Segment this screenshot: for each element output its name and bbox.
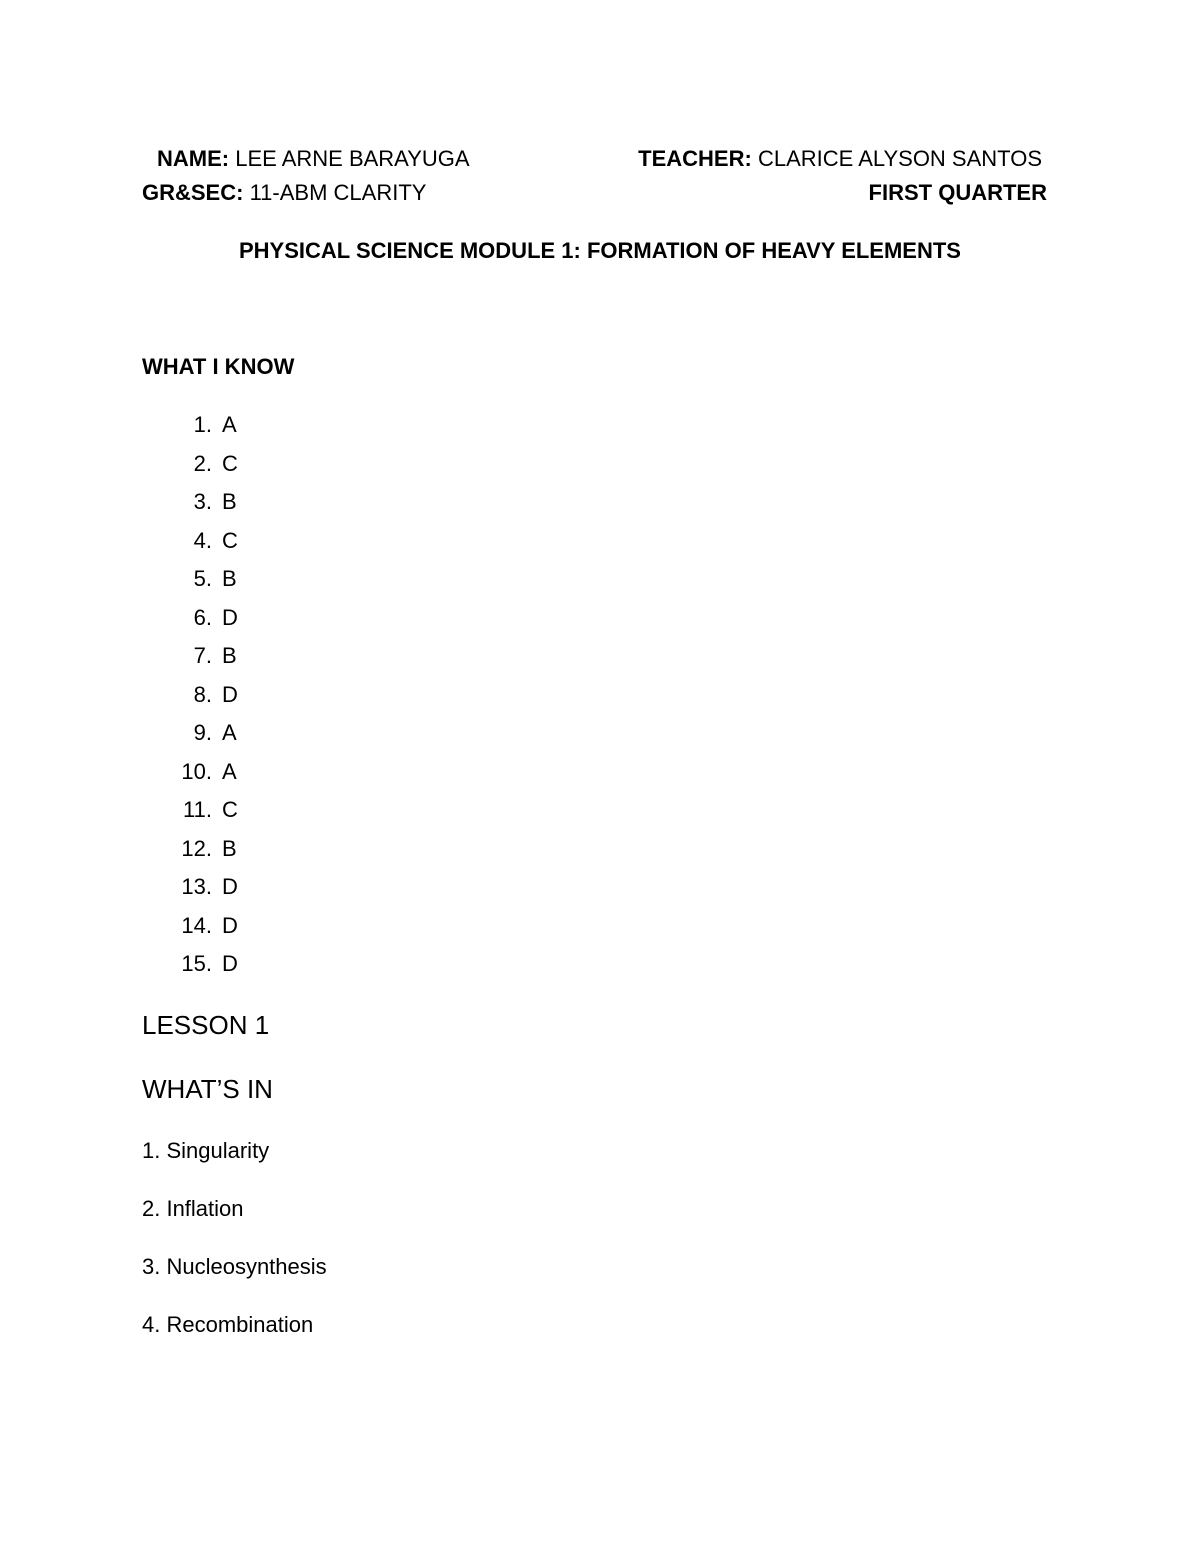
what-i-know-answers xyxy=(142,410,238,988)
answer-number: 3. xyxy=(193,489,212,514)
answer-number: 8. xyxy=(193,681,212,707)
answer-letter: D xyxy=(222,874,238,899)
answer-item xyxy=(142,603,238,642)
answer-item xyxy=(142,487,238,526)
answer-number: 13. xyxy=(181,874,212,899)
name-value: LEE ARNE BARAYUGA xyxy=(229,146,470,171)
answer-item xyxy=(142,449,238,488)
answer-item xyxy=(142,680,238,719)
answer-item xyxy=(142,641,238,680)
answer-letter: C xyxy=(222,527,238,553)
whats-in-list xyxy=(142,1136,327,1368)
answer-letter: D xyxy=(222,951,238,976)
what-i-know-heading: WHAT I KNOW xyxy=(142,354,295,379)
answer-letter: A xyxy=(222,412,237,437)
teacher-label: TEACHER: xyxy=(638,146,752,171)
answer-letter: A xyxy=(222,720,237,745)
lesson-heading: LESSON 1 xyxy=(142,1010,270,1040)
teacher-value: CLARICE ALYSON SANTOS xyxy=(751,146,1042,171)
answer-item xyxy=(142,795,238,834)
answer-item xyxy=(142,410,238,449)
answer-number: 12. xyxy=(181,835,212,861)
whats-in-item: 4. Recombination xyxy=(142,1312,314,1337)
name-line xyxy=(157,146,470,172)
answer-number: 15. xyxy=(181,951,212,976)
answer-number: 2. xyxy=(193,450,212,476)
answer-item xyxy=(142,872,238,911)
whats-in-item: 3. Nucleosynthesis xyxy=(142,1254,327,1279)
answer-number: 14. xyxy=(181,912,212,938)
answer-item xyxy=(142,718,238,757)
answer-letter: D xyxy=(222,604,238,630)
whats-in-heading: WHAT’S IN xyxy=(142,1074,273,1104)
answer-letter: D xyxy=(222,912,238,938)
grsec-label: GR&SEC: xyxy=(142,180,244,205)
grsec-line xyxy=(142,180,426,206)
answer-letter: A xyxy=(222,758,237,784)
answer-number: 4. xyxy=(193,527,212,553)
answer-letter: B xyxy=(222,566,237,591)
answer-item xyxy=(142,757,238,796)
answer-number: 1. xyxy=(193,412,212,437)
answer-letter: B xyxy=(222,489,237,514)
answer-item xyxy=(142,911,238,950)
answer-item xyxy=(142,949,238,988)
name-label: NAME: xyxy=(157,146,230,171)
answer-number: 10. xyxy=(181,758,212,784)
grsec-value: 11-ABM CLARITY xyxy=(243,180,427,205)
answer-letter: C xyxy=(222,450,238,476)
answer-item xyxy=(142,564,238,603)
answer-number: 7. xyxy=(193,643,212,668)
quarter-label: FIRST QUARTER xyxy=(868,180,1047,205)
answer-item xyxy=(142,834,238,873)
whats-in-item: 2. Inflation xyxy=(142,1196,244,1221)
answer-number: 9. xyxy=(193,720,212,745)
answer-item xyxy=(142,526,238,565)
whats-in-item: 1. Singularity xyxy=(142,1138,270,1163)
answer-letter: D xyxy=(222,681,238,707)
answer-number: 5. xyxy=(193,566,212,591)
answer-letter: B xyxy=(222,835,237,861)
teacher-line xyxy=(638,146,1042,172)
answer-letter: B xyxy=(222,643,237,668)
answer-letter: C xyxy=(222,797,238,822)
answer-number: 6. xyxy=(193,604,212,630)
module-title: PHYSICAL SCIENCE MODULE 1: FORMATION OF HEAVY ELEMENTS xyxy=(239,238,961,263)
answer-number: 11. xyxy=(183,797,212,822)
